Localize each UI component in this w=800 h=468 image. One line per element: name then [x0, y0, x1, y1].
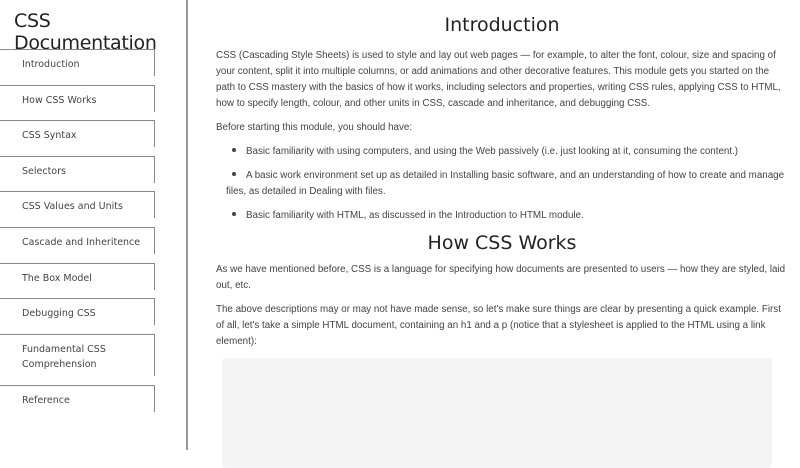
nav-selectors[interactable]: Selectors: [0, 156, 155, 183]
nav-fundamental-css-comprehension[interactable]: Fundamental CSS Comprehension: [0, 334, 155, 376]
bullet-icon: [232, 212, 236, 216]
nav-reference[interactable]: Reference: [0, 385, 155, 412]
how-css-works-heading: How CSS Works: [427, 232, 577, 254]
nav-box-model[interactable]: The Box Model: [0, 263, 155, 290]
sidebar-title: CSS Documentation: [14, 10, 157, 54]
how-paragraph-2: The above descriptions may or may not have made sense, so let's make sure things are clear by presenting a quick example. First of all, let's take a simple HTML document, containing an h1 and a p (notice that a stylesheet is applied to the HTML using a link element):: [216, 304, 781, 347]
bullet-icon: [232, 172, 236, 176]
introduction-heading: Introduction: [444, 14, 560, 36]
bullet-icon: [232, 148, 236, 152]
sidebar: [0, 0, 188, 450]
nav-css-syntax[interactable]: CSS Syntax: [0, 120, 155, 147]
prerequisites-list: [226, 144, 788, 224]
list-item: A basic work environment set up as detailed in Installing basic software, and an understanding of how to create and manage files, as detailed in Dealing with files.: [226, 170, 785, 197]
nav-cascade-and-inheritence[interactable]: Cascade and Inheritence: [0, 227, 155, 254]
nav-introduction[interactable]: Introduction: [0, 49, 155, 76]
prerequisites-paragraph: Before starting this module, you should have:: [216, 122, 413, 133]
list-item: Basic familiarity with using computers, and using the Web passively (i.e. just looking at it, consuming the content.): [226, 144, 788, 160]
how-paragraph-1: As we have mentioned before, CSS is a language for specifying how documents are presented to users — how they are styled, laid out, etc.: [216, 264, 786, 291]
list-item: Basic familiarity with HTML, as discussed in the Introduction to HTML module.: [226, 208, 788, 224]
main-content: [216, 0, 788, 468]
code-example-block: [222, 358, 772, 468]
nav-how-css-works[interactable]: How CSS Works: [0, 85, 155, 112]
intro-paragraph: CSS (Cascading Style Sheets) is used to style and lay out web pages — for example, to alter the font, colour, size and spacing of your content, split it into multiple columns, or add animations and other decorative features. This module gets you started on the path to CSS mastery with the basics of how it works, including selectors and properties, writing CSS rules, applying CSS to HTML, how to specify length, colour, and other units in CSS, cascade and inheritance, and debugging CSS.: [216, 50, 781, 109]
nav-css-values-and-units[interactable]: CSS Values and Units: [0, 191, 155, 218]
nav-debugging-css[interactable]: Debugging CSS: [0, 298, 155, 325]
